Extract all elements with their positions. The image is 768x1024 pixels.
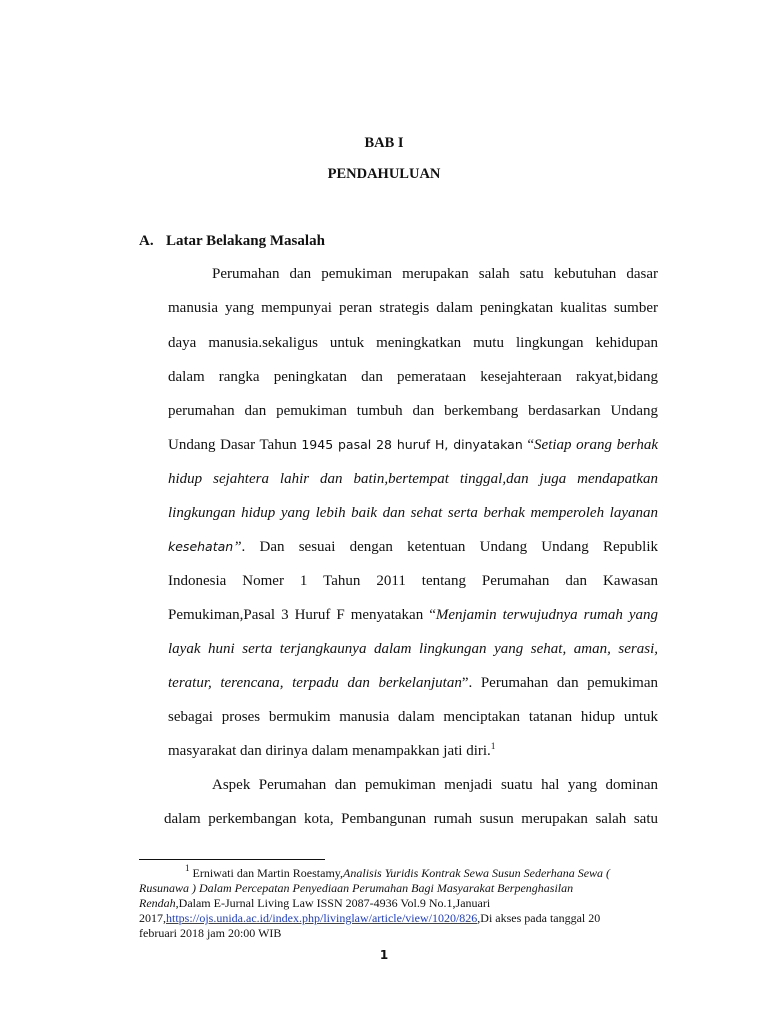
- footnote-line: Rusunawa ) Dalam Percepatan Penyediaan Perumahan Bagi Masyarakat Berpenghasilan: [139, 881, 574, 895]
- footnote-reference: 1: [490, 741, 496, 751]
- text-run: Erniwati dan Martin Roestamy,: [189, 866, 344, 880]
- footnote-marker: 1: [185, 863, 190, 873]
- section-title: Latar Belakang Masalah: [166, 233, 325, 249]
- paragraph-line: dalam perkembangan kota, Pembangunan rumah susun merupakan salah satu: [164, 811, 658, 827]
- text-run: ”: [233, 539, 242, 555]
- footnote-separator: [139, 859, 325, 860]
- quote-text: kesehatan: [168, 539, 234, 554]
- text-run: Pemukiman,Pasal 3 Huruf F menyatakan “: [168, 607, 436, 623]
- chapter-number: BAB I: [364, 135, 404, 151]
- paragraph-line: [168, 606, 658, 624]
- text-run: 1945 pasal 28 huruf H, dinyatakan: [301, 437, 523, 452]
- text-run: ,Dalam E-Jurnal Living Law ISSN 2087-4936 Vol.9 No.1,Januari: [175, 896, 491, 910]
- text-run: Undang Dasar Tahun: [168, 437, 302, 453]
- quote-line: lingkungan hidup yang lebih baik dan sehat serta berhak memperoleh layanan: [168, 505, 658, 521]
- paragraph-line: [168, 538, 658, 556]
- footnote-link[interactable]: https://ojs.unida.ac.id/index.php/livinglaw/article/view/1020/826: [166, 911, 478, 925]
- paragraph-line: dalam rangka peningkatan dan pemerataan kesejahteraan rakyat,bidang: [168, 369, 658, 385]
- paragraph-line: [168, 674, 658, 692]
- text-run: Analisis Yuridis Kontrak Sewa Susun Sederhana Sewa (: [343, 866, 611, 880]
- quote-text: Setiap orang berhak: [534, 437, 658, 453]
- text-run: masyarakat dan dirinya dalam menampakkan jati diri.: [168, 743, 491, 759]
- paragraph-line: [168, 742, 658, 760]
- paragraph-line: Aspek Perumahan dan pemukiman menjadi suatu hal yang dominan: [212, 777, 658, 793]
- paragraph-line: perumahan dan pemukiman tumbuh dan berkembang berdasarkan Undang: [168, 403, 658, 419]
- footnote-line: februari 2018 jam 20:00 WIB: [139, 926, 282, 940]
- text-run: 2017,: [139, 911, 166, 925]
- text-run: “: [522, 437, 535, 453]
- quote-line: layak huni serta terjangkaunya dalam lingkungan yang sehat, aman, serasi,: [168, 641, 658, 657]
- footnote-line: [139, 896, 659, 910]
- text-run: . Dan sesuai dengan ketentuan Undang Undang Republik: [241, 539, 658, 555]
- paragraph-line: [168, 436, 658, 454]
- section-heading: [139, 233, 325, 250]
- paragraph-line: Indonesia Nomer 1 Tahun 2011 tentang Perumahan dan Kawasan: [168, 573, 658, 589]
- section-letter: A.: [139, 233, 154, 249]
- paragraph-line: daya manusia.sekaligus untuk meningkatkan mutu lingkungan kehidupan: [168, 335, 658, 351]
- paragraph-line: manusia yang mempunyai peran strategis dalam peningkatan kualitas sumber: [168, 300, 658, 316]
- text-run: Rendah: [139, 896, 176, 910]
- quote-text: teratur, terencana, terpadu dan berkelanjutan: [168, 675, 462, 691]
- quote-text: Menjamin terwujudnya rumah yang: [435, 607, 658, 623]
- page-number: 1: [379, 948, 389, 962]
- paragraph-line: sebagai proses bermukim manusia dalam menciptakan tatanan hidup untuk: [168, 709, 658, 725]
- text-run: ,Di akses pada tanggal 20: [477, 911, 601, 925]
- footnote-line: [139, 911, 659, 925]
- text-run: ”. Perumahan dan pemukiman: [461, 675, 658, 691]
- quote-line: hidup sejahtera lahir dan batin,bertempat tinggal,dan juga mendapatkan: [168, 471, 658, 487]
- paragraph-line: Perumahan dan pemukiman merupakan salah satu kebutuhan dasar: [212, 266, 658, 282]
- chapter-title: PENDAHULUAN: [327, 166, 441, 182]
- footnote-line: [185, 863, 705, 880]
